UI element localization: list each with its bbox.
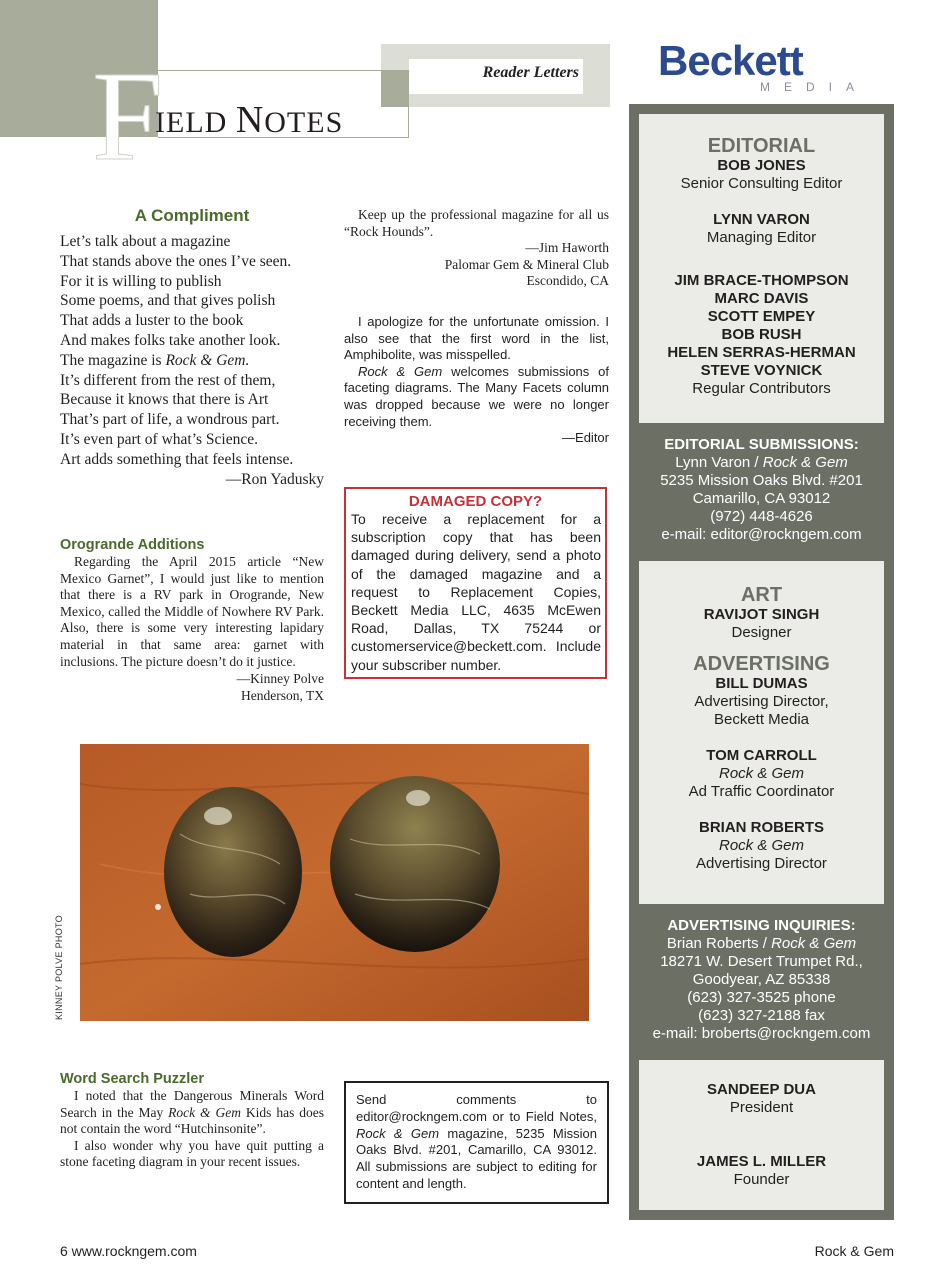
- orogrande-letter: Orogrande Additions Regarding the April 2015 article “New Mexico Garnet”, I would just like to mention that there is a RV park in Orogrande, New Mexico, called the Middle of Nowhere RV Park. Also, there is some very interesting lapidary material in that same area: garnet with inclusions. The picture doesn’t do it justice. —Kinney Polve Henderson, TX: [60, 537, 324, 703]
- art-advertising-panel: ART RAVIJOT SINGH Designer ADVERTISING BILL DUMAS Advertising Director, Beckett Media TOM CARROLL Rock & Gem Ad Traffic Coordinator BRIAN ROBERTS Rock & Gem Advertising Director: [639, 561, 884, 904]
- section-label: Reader Letters: [482, 64, 579, 81]
- send-comments-box: Send comments to editor@rockngem.com or to Field Notes, Rock & Gem magazine, 5235 Mission Oaks Blvd. #201, Camarillo, CA 93012. All submissions are subject to editing for content and length.: [344, 1081, 609, 1204]
- compliment-heading: A Compliment: [134, 206, 250, 225]
- footer-page-url: 6 www.rockngem.com: [60, 1243, 197, 1259]
- word-search-heading: Word Search Puzzler: [60, 1071, 204, 1087]
- word-search-letter: Word Search Puzzler I noted that the Dangerous Minerals Word Search in the May Rock & Gem Kids has does not contain the word “Hutchinsonite”. I also wonder why you have quit putting a stone faceting diagram in your recent issues.: [60, 1071, 324, 1170]
- advertising-inquiries: ADVERTISING INQUIRIES: Brian Roberts / Rock & Gem 18271 W. Desert Trumpet Rd., Goodyear, AZ 85338 (623) 327-3525 phone (623) 327-2188 fax e-mail: broberts@rockngem.com: [629, 917, 894, 1043]
- haworth-letter: Keep up the professional magazine for all us “Rock Hounds”. —Jim Haworth Palomar Gem & Mineral Club Escondido, CA: [344, 207, 609, 289]
- orogrande-heading: Orogrande Additions: [60, 537, 205, 553]
- section-tab-strip: [381, 70, 409, 107]
- title-initial: F: [92, 45, 164, 187]
- garnet-photo: [80, 744, 589, 1021]
- page-title: IELD NOTES: [155, 99, 344, 141]
- beckett-logo: Beckett MEDIA: [658, 37, 868, 94]
- damaged-copy-box: DAMAGED COPY? To receive a replacement for a subscription copy that has been damaged during delivery, send a photo of the damaged magazine and a request to Replacement Copies, Beckett Media LLC, 4635 McEwen Road, Dallas, TX 75244 or customerservice@beckett.com. Include your subscriber number.: [344, 487, 607, 679]
- ads-email: e-mail: broberts@rockngem.com: [652, 1025, 871, 1042]
- photo-credit: KINNEY POLVE PHOTO: [54, 915, 64, 1020]
- editor-email: e-mail: editor@rockngem.com: [661, 526, 862, 543]
- editorial-heading: EDITORIAL: [707, 135, 816, 157]
- damaged-copy-title: DAMAGED COPY?: [408, 493, 543, 510]
- editor-reply: I apologize for the unfortunate omission. I also see that the first word in the list, Amphibolite, was misspelled. Rock & Gem welcomes submissions of faceting diagrams. The Many Facets column was dropped because we were no longer receiving them. —Editor: [344, 314, 610, 446]
- compliment-letter: [60, 206, 324, 489]
- footer-magazine: Rock & Gem: [814, 1243, 894, 1259]
- editorial-panel: EDITORIAL BOB JONES Senior Consulting Editor LYNN VARON Managing Editor JIM BRACE-THOMPSON MARC DAVIS SCOTT EMPEY BOB RUSH HELEN SERRAS-HERMAN STEVE VOYNICK Regular Contributors: [639, 114, 884, 423]
- masthead-sidebar: [629, 104, 894, 1220]
- editorial-submissions: EDITORIAL SUBMISSIONS: Lynn Varon / Rock & Gem 5235 Mission Oaks Blvd. #201 Camarillo, CA 93012 (972) 448-4626 e-mail: editor@rockngem.com: [629, 436, 894, 544]
- poem-author: —Ron Yadusky: [225, 470, 324, 488]
- poem: Let’s talk about a magazine That stands above the ones I’ve seen. For it is willing to publish Some poems, and that gives polish That adds a luster to the book And makes folks take another look. The magazine is Rock & Gem. It’s different from the rest of them, Because it knows that there is Art That’s part of life, a wondrous part. It’s even part of what’s Science. Art adds something that feels intense. —Ron Yadusky: [60, 233, 324, 488]
- executives-panel: SANDEEP DUA President JAMES L. MILLER Founder: [639, 1060, 884, 1210]
